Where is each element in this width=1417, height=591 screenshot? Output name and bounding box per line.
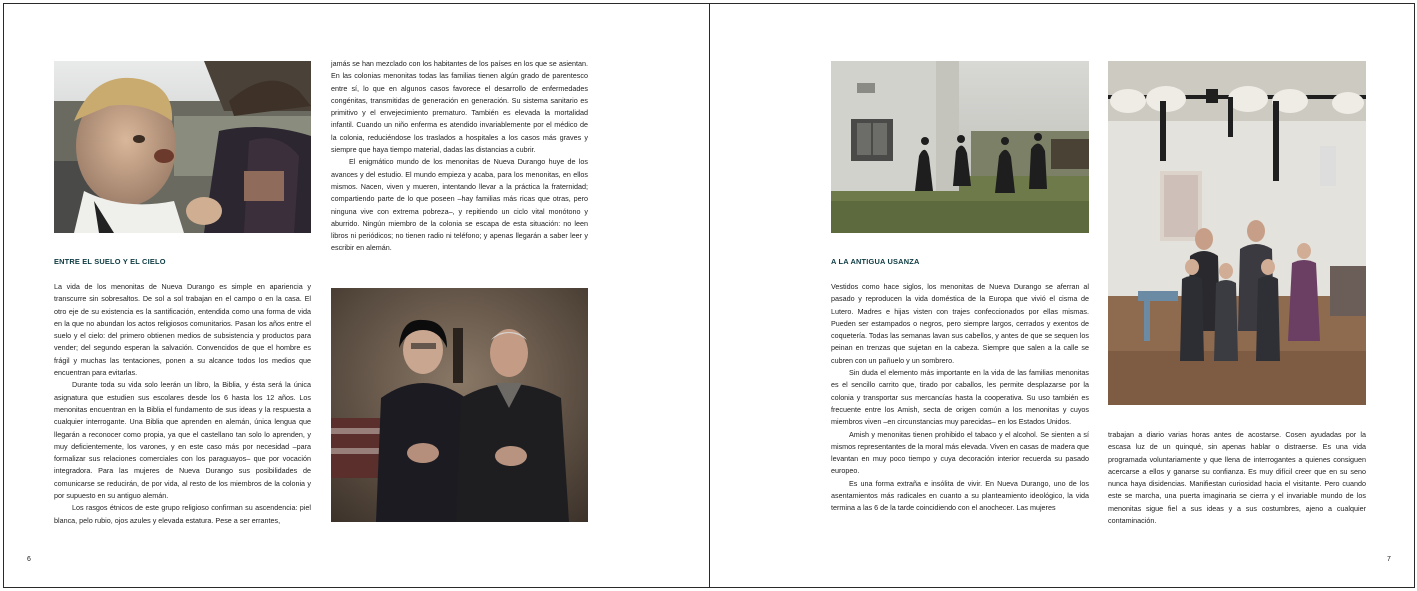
text-column-2	[1108, 429, 1366, 527]
section-heading: A LA ANTIGUA USANZA	[831, 257, 920, 266]
paragraph: Amish y menonitas tienen prohibido el tabaco y el alcohol. Se sienten a sí mismos representantes de la moral más elevada. Viven en casas de madera que levantan en muy poco tiempo y cuya decoración interior recuerda su pasado europeo.	[831, 429, 1089, 476]
right-page	[709, 3, 1415, 588]
paragraph: Es una forma extraña e insólita de vivir. En Nueva Durango, uno de los asentamientos más radicales en cuanto a su planteamiento ideológico, la vida termina a las 6 de la tarde coincidiendo con el anochecer. Las mujeres	[831, 478, 1089, 513]
page-number: 6	[27, 556, 31, 563]
section-heading: ENTRE EL SUELO Y EL CIELO	[54, 257, 166, 266]
paragraph: Vestidos como hace siglos, los menonitas de Nueva Durango se aferran al pasado y reproducen la vida doméstica de la Europa que vivió el cisma de Lutero. Madres e hijas visten con trajes confeccionados por ellas mismas. Pueden ser estampados o negros, pero siempre largos, cerrados y exentos de coquetería. Todas las semanas lavan sus cabellos, y antes de que se sequen los peinan en trenzas que sujetan en la cabeza. Siempre que salen a la calle se cubren con un pañuelo y un sombrero.	[831, 282, 1089, 365]
paragraph: La vida de los menonitas de Nueva Durango es simple en apariencia y transcurre sin sobresaltos. De sol a sol trabajan en el campo o en la casa. El otro eje de su existencia es la santificación, entendida como una forma de vida en la que no abundan los actos religiosos comunitarios. Pasan los años entre el suelo y el cielo: del primero obtienen medios de subsistencia y productos para vender; del segundo esperan la salvación. Convencidos de que el hombre es frágil y muchas las tentaciones, ponen a su alcance todos los medios que encuentran para evitarlas.	[54, 282, 311, 378]
paragraph: Sin duda el elemento más importante en la vida de las familias menonitas es el sencillo carrito que, tirado por caballos, les permite desplazarse por la colonia y transportar sus mercancías hasta la cooperativa. Su uso también es frecuente entre los Amish, secta de origen común a los menonitas y cuyos miembros viven –en circunstancias muy parecidas– en los Estados Unidos.	[831, 368, 1089, 427]
photo-child-with-hat	[54, 61, 311, 233]
text-column-1	[54, 281, 311, 527]
paragraph: El enigmático mundo de los menonitas de Nueva Durango huye de los avances y del estudio. El mundo empieza y acaba, para los menonitas, en ellos mismos. Nacen, viven y mueren, intentando llevar a la práctica la fraternidad; compartiendo parte de lo que poseen –hay familias más ricas que otras, pero ninguna vive con extrema pobreza–, y repitiendo un ciclo vital monótono y aburrido. Ningún miembro de la colonia se escapa de esta situación: no leen libros ni periódicos; no tienen radio ni teléfono; y apenas llegarán a saber leer y escribir en alemán.	[331, 157, 588, 253]
photo-house-walking-figures	[831, 61, 1089, 233]
paragraph: trabajan a diario varias horas antes de acostarse. Cosen ayudadas por la escasa luz de un quinqué, sin apenas hablar o distraerse. Es una vida programada voluntariamente y que llena de interrogantes a quienes consiguen acercarse a ellos y ganarse su confianza. Es muy difícil creer que en su seno nunca haya disidencias. Manifiestan curiosidad hacia el visitante. Pero cuando este se marcha, una puerta imaginaria se cierra y el invariable mundo de los menonitas sigue fiel a sus ideas y a sus costumbres, ajeno a cualquier contaminación.	[1108, 430, 1366, 526]
paragraph: Los rasgos étnicos de este grupo religioso confirman su ascendencia: piel blanca, pelo rubio, ojos azules y elevada estatura. Pese a ser errantes,	[54, 503, 311, 525]
photo-elderly-couple	[331, 288, 588, 522]
text-column-1	[831, 281, 1089, 515]
photo-family-portrait	[1108, 61, 1366, 405]
text-column-2	[331, 58, 588, 255]
paragraph: jamás se han mezclado con los habitantes de los países en los que se asientan. En las colonias menonitas todas las familias tienen algún grado de parentesco entre sí, lo que en algunos casos favorece el desarrollo de enfermedades congénitas, transmitidas de generación en generación. Su sistema sanitario es primitivo y el envejecimiento prematuro. También es elevada la mortalidad infantil. Cuando un niño enferma es atendido invariablemente por el médico de la colonia, reduciéndose los traslados a hospitales a los casos más graves y siempre que haya tiempo material, dadas las distancias a cubrir.	[331, 59, 588, 155]
left-page	[3, 3, 710, 588]
page-number: 7	[1387, 556, 1391, 563]
paragraph: Durante toda su vida solo leerán un libro, la Biblia, y ésta será la única asignatura que estudien sus escolares desde los 6 hasta los 12 años. Los menonitas encuentran en la Biblia el fundamento de sus ideas y la respuesta a cualquier interrogante. Una Biblia que aprenden en alemán, única lengua que llegarán a reconocer como propia, ya que el castellano tan solo lo aprenden, y muy deficientemente, los varones, y en este caso más por necesidad –para formalizar sus relaciones comerciales con los paraguayos– que por vocación integradora. Para las mujeres de Nueva Durango sus posibilidades de comunicarse se reducirán, de por vida, al resto de los miembros de la colonia y por supuesto en su antiguo alemán.	[54, 380, 311, 501]
